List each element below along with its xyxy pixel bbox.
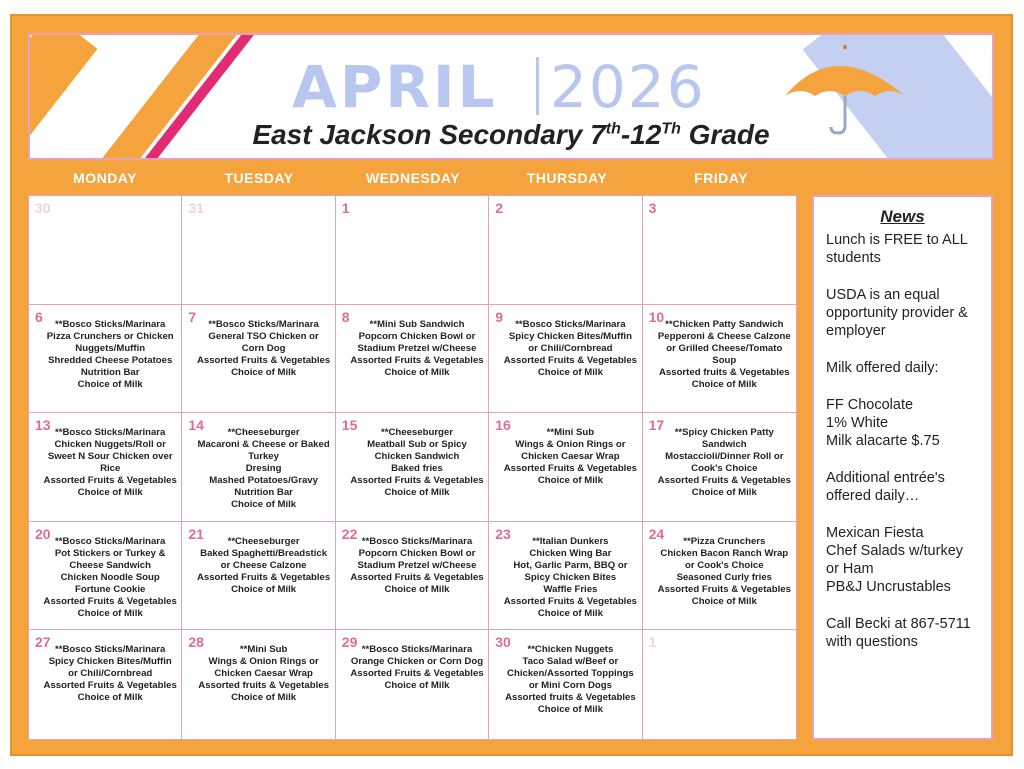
- day-number: 30: [35, 200, 51, 216]
- menu-text: **Bosco Sticks/Marinara Chicken Nuggets/Roll or Sweet N Sour Chicken over Rice Assorted Fruits & Vegetables Choice of Milk: [43, 427, 177, 499]
- day-number: 8: [341, 308, 350, 325]
- weekday-header: [28, 166, 798, 190]
- news-item: FF Chocolate 1% White Milk alacarte $.75: [826, 397, 940, 449]
- calendar-day-cell: [489, 305, 642, 414]
- year-title: 2026: [550, 53, 706, 121]
- calendar-day-cell: [182, 630, 335, 739]
- calendar-day-cell: [489, 413, 642, 522]
- calendar-day-cell: [29, 196, 182, 305]
- calendar-grid: [28, 195, 797, 740]
- day-number: 28: [188, 634, 204, 651]
- weekday-label: WEDNESDAY: [365, 170, 461, 186]
- news-item: Mexican Fiesta Chef Salads w/turkey or Ham PB&J Uncrustables: [826, 525, 964, 595]
- menu-text: **Bosco Sticks/Marinara Pizza Crunchers or Chicken Nuggets/Muffin Shredded Cheese Potatoes Nutrition Bar Choice of Milk: [46, 318, 174, 390]
- day-number: 27: [35, 634, 51, 651]
- weekday-label: THURSDAY: [526, 170, 608, 186]
- day-number: 7: [188, 308, 197, 325]
- day-number: 15: [341, 417, 358, 434]
- calendar-day-cell: [29, 413, 182, 522]
- news-panel: [812, 195, 993, 740]
- weekday-label: FRIDAY: [694, 170, 748, 186]
- day-number: 23: [495, 525, 511, 542]
- menu-text: **Italian Dunkers Chicken Wing Bar Hot, Garlic Parm, BBQ or Spicy Chicken Bites Waffle Fries Assorted Fruits & Vegetables Choice of Milk: [503, 535, 638, 619]
- calendar-day-cell: [29, 630, 182, 739]
- menu-text: **Pizza Crunchers Chicken Bacon Ranch Wrap or Cook's Choice Seasoned Curly fries Assorted Fruits & Vegetables Choice of Milk: [657, 535, 791, 607]
- news-item: Lunch is FREE to ALL students: [826, 232, 968, 266]
- day-number: 3: [648, 200, 657, 216]
- menu-text: **Bosco Sticks/Marinara Orange Chicken or Corn Dog Assorted Fruits & Vegetables Choice of Milk: [350, 644, 484, 692]
- calendar-day-cell: [182, 413, 335, 522]
- day-number: 20: [35, 525, 51, 542]
- calendar-day-cell: [643, 305, 796, 414]
- day-number: 17: [648, 417, 665, 434]
- calendar-day-cell: [489, 630, 642, 739]
- calendar-day-cell: [182, 305, 335, 414]
- day-number: 16: [495, 417, 511, 434]
- school-title: East Jackson Secondary 7th-12Th Grade: [252, 119, 770, 150]
- news-item: USDA is an equal opportunity provider & employer: [826, 287, 968, 339]
- day-number: 9: [495, 308, 503, 325]
- header-banner: [28, 33, 994, 160]
- title-separator: [536, 57, 539, 115]
- calendar-day-cell: [29, 522, 182, 631]
- calendar-day-cell: [643, 413, 796, 522]
- menu-text: **Cheeseburger Baked Spaghetti/Breadstick or Cheese Calzone Assorted Fruits & Vegetables Choice of Milk: [196, 535, 331, 595]
- day-number: 10: [648, 308, 665, 325]
- calendar-day-cell: [336, 196, 489, 305]
- day-number: 13: [35, 417, 51, 434]
- menu-text: **Bosco Sticks/Marinara Spicy Chicken Bites/Muffin or Chili/Cornbread Assorted Fruits & Vegetables Choice of Milk: [43, 644, 177, 704]
- news-item: Milk offered daily:: [826, 360, 939, 376]
- menu-text: **Cheeseburger Meatball Sub or Spicy Chicken Sandwich Baked fries Assorted Fruits & Vegetables Choice of Milk: [350, 427, 484, 499]
- menu-text: **Cheeseburger Macaroni & Cheese or Baked Turkey Dresing Mashed Potatoes/Gravy Nutrition Bar Choice of Milk: [197, 427, 330, 511]
- calendar-day-cell: [643, 630, 796, 739]
- day-number: 1: [648, 634, 657, 651]
- menu-text: **Bosco Sticks/Marinara General TSO Chicken or Corn Dog Assorted Fruits & Vegetables Choice of Milk: [196, 318, 331, 378]
- day-number: 2: [495, 200, 503, 216]
- calendar-day-cell: [643, 522, 796, 631]
- calendar-day-cell: [489, 522, 642, 631]
- menu-text: **Bosco Sticks/Marinara Popcorn Chicken Bowl or Stadium Pretzel w/Cheese Assorted Fruits & Vegetables Choice of Milk: [350, 535, 484, 595]
- day-number: 30: [495, 634, 511, 651]
- calendar-day-cell: [336, 630, 489, 739]
- day-number: 24: [648, 525, 665, 542]
- calendar-day-cell: [643, 196, 796, 305]
- day-number: 6: [35, 308, 43, 325]
- weekday-label: TUESDAY: [224, 170, 294, 186]
- menu-text: **Chicken Patty Sandwich Pepperoni & Cheese Calzone or Grilled Cheese/Tomato Soup Assorted fruits & Vegetables Choice of Milk: [657, 318, 791, 390]
- calendar-day-cell: [336, 522, 489, 631]
- news-title: News: [880, 207, 925, 226]
- day-number: 21: [188, 525, 204, 542]
- calendar-day-cell: [336, 305, 489, 414]
- calendar-day-cell: [336, 413, 489, 522]
- day-number: 29: [341, 634, 358, 651]
- day-number: 1: [341, 200, 350, 216]
- day-number: 31: [188, 200, 204, 216]
- month-title: APRIL: [292, 53, 498, 121]
- menu-text: **Bosco Sticks/Marinara Pot Stickers or Turkey & Cheese Sandwich Chicken Noodle Soup Fortune Cookie Assorted Fruits & Vegetables Choice of Milk: [43, 535, 177, 619]
- news-item: Call Becki at 867-5711 with questions: [826, 616, 971, 650]
- day-number: 14: [188, 417, 204, 434]
- menu-text: **Chicken Nuggets Taco Salad w/Beef or Chicken/Assorted Toppings or Mini Corn Dogs Assorted fruits & Vegetables Choice of Milk: [505, 644, 636, 716]
- calendar-day-cell: [489, 196, 642, 305]
- calendar-day-cell: [182, 522, 335, 631]
- menu-text: **Bosco Sticks/Marinara Spicy Chicken Bites/Muffin or Chili/Cornbread Assorted Fruits & Vegetables Choice of Milk: [503, 318, 638, 378]
- weekday-label: MONDAY: [73, 170, 137, 186]
- news-item: Additional entrée's offered daily…: [826, 470, 945, 504]
- menu-text: **Mini Sub Wings & Onion Rings or Chicken Caesar Wrap Assorted fruits & Vegetables Choice of Milk: [198, 644, 329, 704]
- calendar-day-cell: [29, 305, 182, 414]
- menu-text: **Mini Sub Wings & Onion Rings or Chicken Caesar Wrap Assorted Fruits & Vegetables Choice of Milk: [503, 427, 638, 487]
- day-number: 22: [341, 525, 358, 542]
- calendar-day-cell: [182, 196, 335, 305]
- menu-text: **Mini Sub Sandwich Popcorn Chicken Bowl or Stadium Pretzel w/Cheese Assorted Fruits & Vegetables Choice of Milk: [350, 318, 484, 378]
- menu-text: **Spicy Chicken Patty Sandwich Mostaccioli/Dinner Roll or Cook's Choice Assorted Fruits & Vegetables Choice of Milk: [657, 427, 791, 499]
